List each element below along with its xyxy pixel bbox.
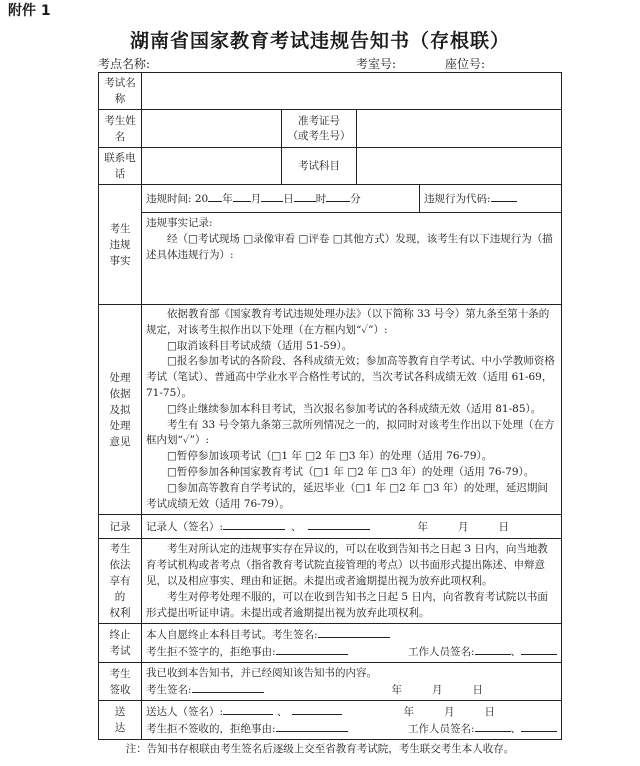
receipt-content: 我已收到本告知书，并已经阅知该告知书的内容。 考生签名: 年 月 日 — [142, 663, 562, 701]
exam-name-label: 考试名称 — [99, 73, 142, 110]
option-delay-graduation[interactable]: □参加高等教育自学考试的，延迟毕业（□1 年 □2 年 □3 年）的处理，延迟期间考试成绩无效（适用 76-79）。 — [146, 481, 548, 510]
violation-time: 违规时间: 20 年 月 日 时 分 — [142, 185, 420, 213]
subject-field[interactable] — [357, 148, 562, 185]
room-label: 考室号: — [356, 57, 397, 71]
record-line: 记录人（签名）: 、 年 月 日 — [142, 515, 562, 539]
option-terminate[interactable]: □终止继续参加本科目考试，当次报名参加考试的各科成绩无效（适用 81-85）。 — [167, 402, 542, 415]
handling-section-label: 处理 依据 及拟 处理 意见 — [99, 305, 142, 515]
candidate-name-label: 考生姓名 — [99, 110, 142, 148]
receipt-section-label: 考生 签收 — [99, 663, 142, 701]
violation-facts: 违规事实记录: 经（□考试现场 □录像审看 □评卷 □其他方式）发现，该考生有以下违规行为（描 述具体违规行为）: — [142, 213, 562, 305]
violation-section-label: 考生 违规 事实 — [99, 185, 142, 305]
option-suspend-national[interactable]: □暂停参加各种国家教育考试（□1 年 □2 年 □3 年）的处理（适用 76-79）。 — [167, 465, 535, 478]
document-title: 湖南省国家教育考试违规告知书（存根联） — [129, 30, 510, 52]
exam-site-label: 考点名称: — [98, 57, 151, 71]
footnote: 注：告知书存根联由考生签名后逐级上交至省教育考试院，考生联交考生本人收存。 — [125, 743, 515, 755]
option-suspend-exam[interactable]: □暂停参加该项考试（□1 年 □2 年 □3 年）的处理（适用 76-79）。 — [167, 450, 493, 463]
delivery-content: 送达人（签名）: 、 年 月 日 考生拒不签收的，拒绝事由: 工作人员签名: 、 — [142, 701, 562, 740]
handling-options: 依据教育部《国家教育考试违规处理办法》（以下简称 33 号令）第九条至第十条的规定，对该考生拟作出以下处理（在方框内划“✓”）: □取消该科目考试成绩（适用 51-59）。 □报名参加考试的各阶段、各科成绩无效；参加高等教育自学考试、中小学教师资格考试（笔试）、普通高中学业水平合格性考试的，当次考试各科成绩无效（适用 61-69，71-75）。 □终止继续参加本科目考试，当次报名参加考试的各科成绩无效（适用 81-85）。 考生有 33 号令第九条第三款所列情况之一的，拟同时对该考生作出以下处理（在方框内划“✓”）: □暂停参加该项考试（□1 年 □2 年 □3 年）的处理（适用 76-79）。 □暂停参加各种国家教育考试（□1 年 □2 年 □3 年）的处理（适用 76-79）。 □参加高等教育自学考试的，延迟毕业（□1 年 □2 年 □3 年）的处理，延迟期间考试成绩无效（适用 76-79）。 — [142, 305, 562, 515]
phone-label: 联系电话 — [99, 148, 142, 185]
delivery-section-label: 送 达 — [99, 701, 142, 740]
violation-form — [98, 72, 562, 740]
attachment-label: 附件 1 — [8, 3, 51, 19]
exam-name-field[interactable] — [142, 73, 562, 110]
phone-field[interactable] — [142, 148, 282, 185]
candidate-name-field[interactable] — [142, 110, 282, 148]
subject-label: 考试科目 — [282, 148, 357, 185]
terminate-section-label: 终止 考试 — [99, 624, 142, 663]
option-cancel-subject[interactable]: □取消该科目考试成绩（适用 51-59）。 — [167, 339, 353, 352]
seat-label: 座位号: — [445, 57, 486, 71]
ticket-number-label: 准考证号 （或考生号） — [282, 110, 357, 148]
terminate-content: 本人自愿终止本科目考试。考生签名: 考生拒不签字的，拒绝事由: 工作人员签名: 、 — [142, 624, 562, 663]
rights-text: 考生对所认定的违规事实存在异议的，可以在收到告知书之日起 3 日内，向当地教育考试机构或者考点（指省教育考试院直接管理的考点）以书面形式提出陈述、申辩意见，以及相应事实、理由和证据。未提出或者逾期提出视为放弃此项权利。 考生对停考处理不服的，可以在收到告知书之日起 5 日内，向省教育考试院以书面形式提出听证申请。未提出或者逾期提出视为放弃此项权利。 — [142, 539, 562, 624]
rights-section-label: 考生 依法 享有 的 权利 — [99, 539, 142, 624]
violation-code: 违规行为代码: — [420, 185, 562, 213]
option-void-all[interactable]: □报名参加考试的各阶段、各科成绩无效；参加高等教育自学考试、中小学教师资格考试（笔试）、普通高中学业水平合格性考试的，当次考试各科成绩无效（适用 61-69，71-75）。 — [146, 355, 555, 399]
ticket-number-field[interactable] — [357, 110, 562, 148]
record-label: 记录 — [99, 515, 142, 539]
